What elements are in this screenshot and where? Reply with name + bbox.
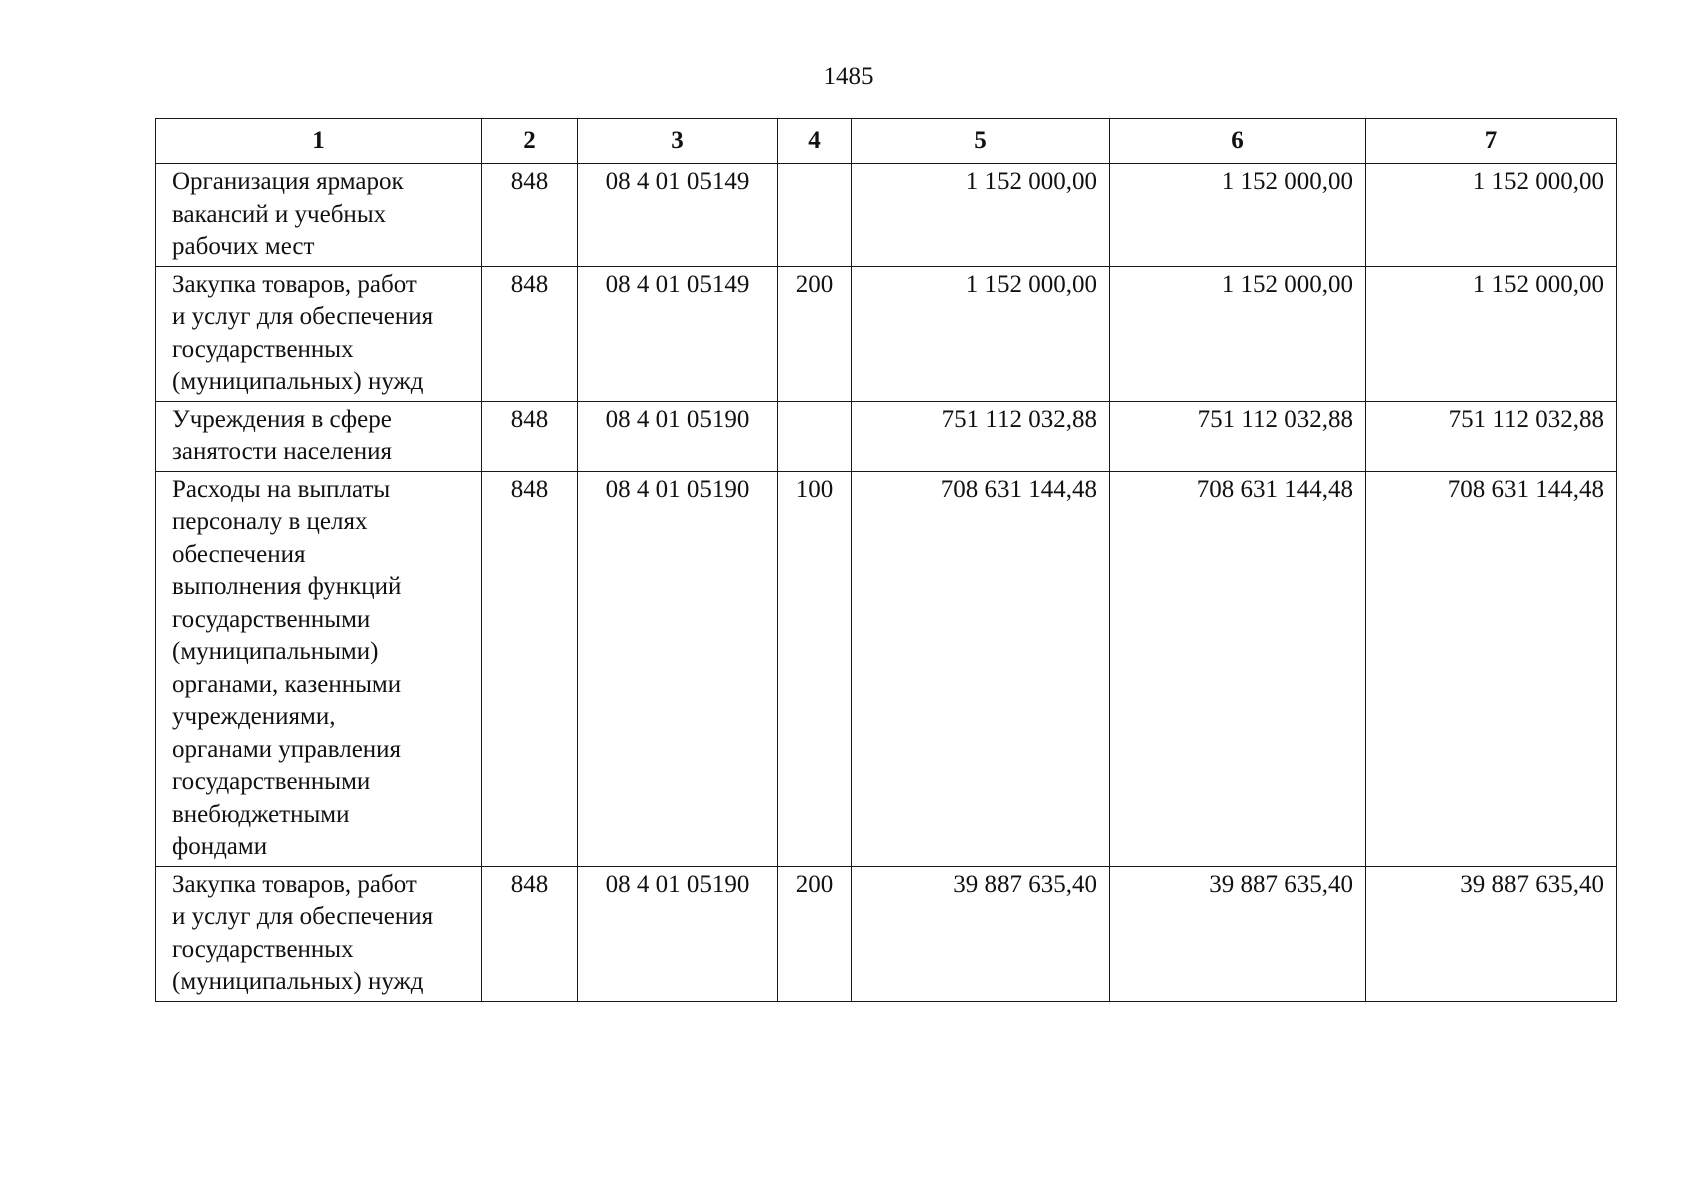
row-value-5: 39 887 635,40 xyxy=(852,866,1110,1001)
row-code-2: 848 xyxy=(482,266,578,401)
header-col-1: 1 xyxy=(156,119,482,164)
row-name: Учреждения в сфере занятости населения xyxy=(156,401,482,471)
row-value-5: 1 152 000,00 xyxy=(852,266,1110,401)
table-row xyxy=(156,401,1617,471)
budget-table xyxy=(155,118,1617,1002)
row-name: Закупка товаров, работ и услуг для обеспечения государственных (муниципальных) нужд xyxy=(156,866,482,1001)
row-value-6: 708 631 144,48 xyxy=(1110,471,1366,866)
row-code-2: 848 xyxy=(482,866,578,1001)
row-code-2: 848 xyxy=(482,471,578,866)
row-value-5: 708 631 144,48 xyxy=(852,471,1110,866)
row-code-3: 08 4 01 05149 xyxy=(578,164,778,267)
row-code-2: 848 xyxy=(482,164,578,267)
row-value-7: 1 152 000,00 xyxy=(1366,164,1617,267)
row-value-6: 751 112 032,88 xyxy=(1110,401,1366,471)
row-value-6: 1 152 000,00 xyxy=(1110,164,1366,267)
header-col-5: 5 xyxy=(852,119,1110,164)
page-number: 1485 xyxy=(823,63,874,90)
header-col-7: 7 xyxy=(1366,119,1617,164)
row-name: Закупка товаров, работ и услуг для обеспечения государственных (муниципальных) нужд xyxy=(156,266,482,401)
row-code-4 xyxy=(778,401,852,471)
header-col-6: 6 xyxy=(1110,119,1366,164)
row-code-3: 08 4 01 05190 xyxy=(578,471,778,866)
row-code-4 xyxy=(778,164,852,267)
row-value-7: 1 152 000,00 xyxy=(1366,266,1617,401)
row-code-4: 200 xyxy=(778,266,852,401)
table-row xyxy=(156,866,1617,1001)
table-row xyxy=(156,164,1617,267)
header-col-4: 4 xyxy=(778,119,852,164)
row-value-7: 708 631 144,48 xyxy=(1366,471,1617,866)
row-value-5: 751 112 032,88 xyxy=(852,401,1110,471)
row-code-3: 08 4 01 05149 xyxy=(578,266,778,401)
header-col-2: 2 xyxy=(482,119,578,164)
row-code-3: 08 4 01 05190 xyxy=(578,866,778,1001)
row-code-2: 848 xyxy=(482,401,578,471)
header-col-3: 3 xyxy=(578,119,778,164)
table-row xyxy=(156,471,1617,866)
row-name: Организация ярмарок вакансий и учебных рабочих мест xyxy=(156,164,482,267)
row-value-6: 39 887 635,40 xyxy=(1110,866,1366,1001)
table-row xyxy=(156,266,1617,401)
row-name: Расходы на выплаты персоналу в целях обеспечения выполнения функций государственными (муниципальными) органами, казенными учреждениями, органами управления государственными внебюджетными фондами xyxy=(156,471,482,866)
header-row xyxy=(156,119,1617,164)
row-value-7: 39 887 635,40 xyxy=(1366,866,1617,1001)
row-value-5: 1 152 000,00 xyxy=(852,164,1110,267)
row-value-7: 751 112 032,88 xyxy=(1366,401,1617,471)
row-value-6: 1 152 000,00 xyxy=(1110,266,1366,401)
row-code-4: 100 xyxy=(778,471,852,866)
row-code-4: 200 xyxy=(778,866,852,1001)
row-code-3: 08 4 01 05190 xyxy=(578,401,778,471)
